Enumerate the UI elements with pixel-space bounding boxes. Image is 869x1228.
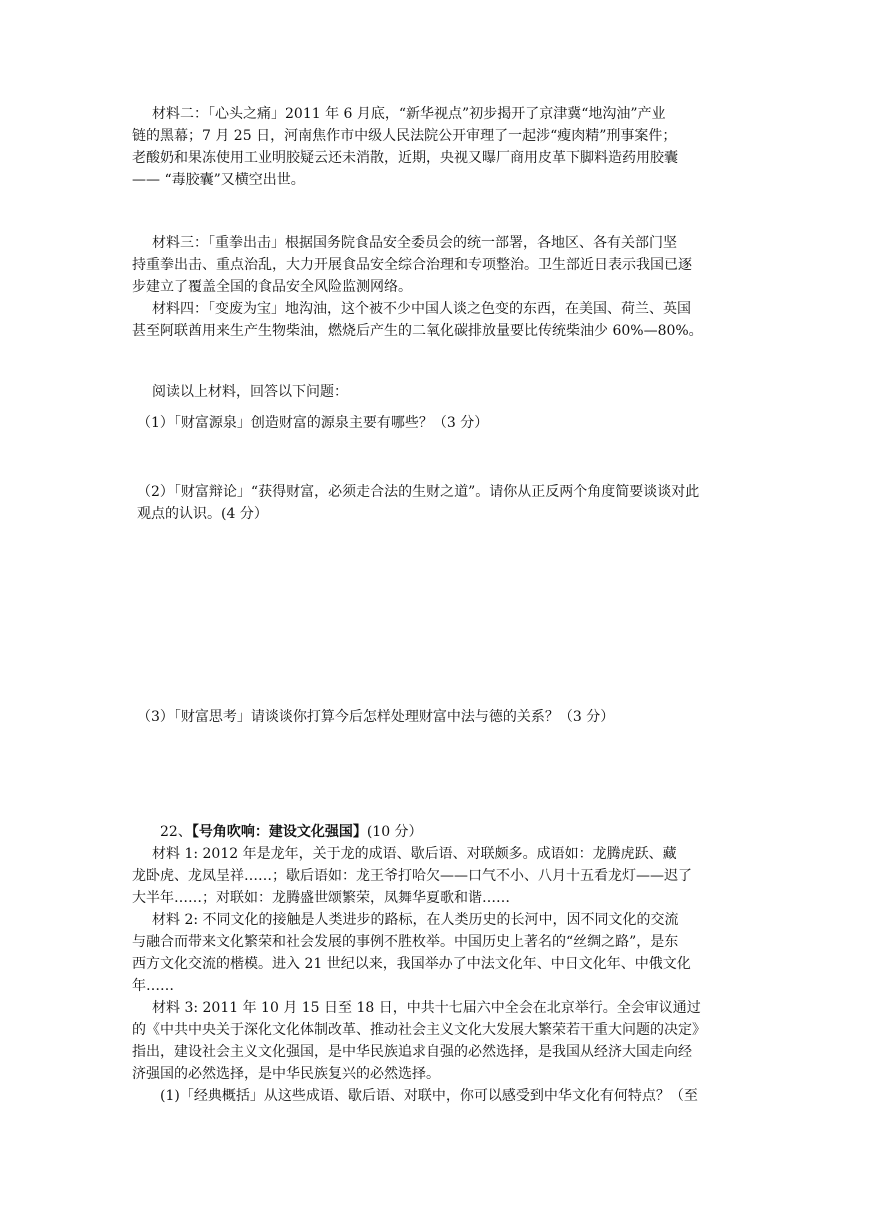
material-2-line: 链的黑幕；7 月 25 日，河南焦作市中级人民法院公开审理了一起涉“瘦肉精”刑事案件； <box>132 128 677 144</box>
question-22-heading <box>132 821 740 843</box>
material-3-line: 步建立了覆盖全国的食品安全风险监测网络。 <box>132 279 412 295</box>
material-3b-line: 材料 3: 2011 年 10 月 15 日至 18 日，中共十七届六中全会在北京举行。全会审议通过 <box>152 1000 701 1016</box>
material-4-line: 甚至阿联酋用来生产生物柴油，燃烧后产生的二氧化碳排放量要比传统柴油少 60%—80%。 <box>132 323 703 339</box>
material-3b-paragraph <box>132 997 740 1085</box>
material-4-line: 材料四：「变废为宝」地沟油，这个被不少中国人谈之色变的东西，在美国、荷兰、英国 <box>152 301 691 317</box>
question-22-score: (10 分） <box>366 824 423 840</box>
question-2-line: 观点的认识。(4 分） <box>137 506 268 522</box>
instruction-text <box>132 381 740 403</box>
material-2-line: —— “毒胶囊”又横空出世。 <box>132 172 305 188</box>
material-2b-line: 年…… <box>132 978 174 994</box>
question-22-number: 22、 <box>160 824 192 840</box>
material-3b-line: 济强国的必然选择，是中华民族复兴的必然选择。 <box>132 1066 440 1082</box>
material-2b-line: 西方文化交流的楷模。进入 21 世纪以来，我国举办了中法文化年、中日文化年、中俄文化 <box>132 956 691 972</box>
question-2-line: （2）「财富辩论」“获得财富，必须走合法的生财之道”。请你从正反两个角度简要谈谈对此 <box>137 484 700 500</box>
question-22-title: 【号角吹响：建设文化强国】 <box>191 824 367 840</box>
question-22-1 <box>132 1085 740 1107</box>
material-1-paragraph <box>132 843 740 909</box>
question-1 <box>137 412 745 434</box>
material-3-line: 持重拳出击、重点治乱，大力开展食品安全综合治理和专项整治。卫生部近日表示我国已逐 <box>132 257 692 273</box>
material-3-line: 材料三：「重拳出击」根据国务院食品安全委员会的统一部署，各地区、各有关部门坚 <box>152 235 677 251</box>
question-3-text: （3）「财富思考」请谈谈你打算今后怎样处理财富中法与德的关系？（3 分） <box>137 709 615 725</box>
material-3-paragraph <box>132 232 740 298</box>
material-2-paragraph <box>132 103 740 191</box>
material-1-line: 材料 1: 2012 年是龙年，关于龙的成语、歇后语、对联颇多。成语如：龙腾虎跃、藏 <box>152 846 677 862</box>
question-22-1-text: (1)「经典概括」从这些成语、歇后语、对联中，你可以感受到中华文化有何特点？（至 <box>160 1088 698 1104</box>
question-2 <box>137 481 745 525</box>
material-2b-line: 材料 2: 不同文化的接触是人类进步的路标，在人类历史的长河中，因不同文化的交流 <box>152 912 679 928</box>
material-1-line: 龙卧虎、龙凤呈祥……；歇后语如：龙王爷打哈欠——口气不小、八月十五看龙灯——迟了 <box>132 868 692 884</box>
material-4-paragraph <box>132 298 740 342</box>
question-1-text: （1）「财富源泉」创造财富的源泉主要有哪些？（3 分） <box>137 415 489 431</box>
material-2-line: 材料二：「心头之痛」2011 年 6 月底，“新华视点”初步揭开了京津冀“地沟油”产业 <box>152 106 666 122</box>
material-2-line: 老酸奶和果冻使用工业明胶疑云还未消散，近期，央视又曝厂商用皮革下脚料造药用胶囊 <box>132 150 678 166</box>
material-3b-line: 的《中共中央关于深化文化体制改革、推动社会主义文化大发展大繁荣若干重大问题的决定》 <box>132 1022 706 1038</box>
question-3 <box>137 706 745 728</box>
question-22-heading-line <box>132 821 740 843</box>
material-1-line: 大半年……；对联如：龙腾盛世颂繁荣，凤舞华夏歌和谐…… <box>132 890 510 906</box>
material-2b-paragraph <box>132 909 740 997</box>
instruction-line: 阅读以上材料，回答以下问题： <box>152 384 348 400</box>
material-2b-line: 与融合而带来文化繁荣和社会发展的事例不胜枚举。中国历史上著名的“丝绸之路”，是东 <box>132 934 679 950</box>
material-3b-line: 指出，建设社会主义文化强国，是中华民族追求自强的必然选择，是我国从经济大国走向经 <box>132 1044 692 1060</box>
